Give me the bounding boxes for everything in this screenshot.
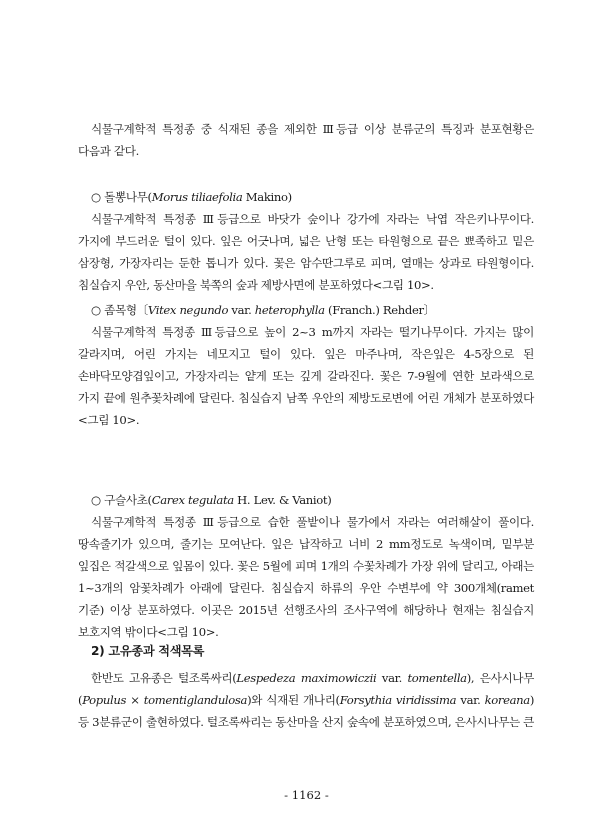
species-heading — [91, 489, 531, 511]
species-korean-name: 좀목형〔 — [104, 303, 148, 317]
species-description: 식물구계학적 특정종 Ⅲ등급으로 습한 풀밭이나 물가에서 자라는 여러해살이 풀이다. 땅속줄기가 있으며, 줄기는 모여난다. 잎은 납작하고 너비 2 mm정도로 녹색이며, 밑부분 잎집은 적갈색으로 잎몸이 있다. 꽃은 5월에 피며 1개의 수꽃차례가 가장 위에 달리고, 아래는 1~3개의 암꽃차례가 아래에 달린다. 침실습지 하류의 우안 수변부에 약 300개체(ramet 기준) 이상 분포하였다. 이곳은 2015년 선행조사의 조사구역에 해당하나 현재는 침실습지 보호지역 밖이다<그림 10>. — [78, 515, 534, 639]
species-description: 식물구계학적 특정종 Ⅲ등급으로 높이 2~3 m까지 자라는 떨기나무이다. 가지는 많이 갈라지며, 어린 가지는 네모지고 털이 있다. 잎은 마주나며, 작은잎은 4-5장으로 된 손바닥모양겹잎이고, 가장자리는 얕게 또는 깊게 갈라진다. 꽃은 7-9월에 연한 보라색으로 가지 끝에 원추꽃차례에 달린다. 침실습지 남쪽 우안의 제방도로변에 어린 개체가 분포하였다<그림 10>. — [78, 325, 534, 427]
species-authority: Makino) — [242, 190, 292, 204]
species-heading — [91, 186, 531, 208]
species-description: 식물구계학적 특정종 Ⅲ등급으로 바닷가 숲이나 강가에 자라는 낙엽 작은키나무이다. 가지에 부드러운 털이 있다. 잎은 어긋나며, 넓은 난형 또는 타원형으로 끝은 뾰족하고 밑은 삼장형, 가장자리는 둔한 톱니가 있다. 꽃은 암수딴그루로 피며, 열매는 상과로 타원형이다. 침실습지 우안, 동산마을 북쪽의 숲과 제방사면에 분포하였다<그림 10>. — [78, 212, 534, 292]
species-korean-name: 돌뽕나무( — [104, 190, 152, 204]
section-heading: 2) 고유종과 적색목록 — [91, 644, 205, 658]
circle-bullet-icon: ○ — [91, 303, 101, 317]
species-korean-name: 구슬사초( — [104, 493, 152, 507]
circle-bullet-icon: ○ — [91, 493, 101, 507]
species-var-name: heterophylla — [254, 303, 325, 317]
species-authority: (Franch.) Rehder〕 — [324, 303, 435, 317]
species-scientific-name: Carex tegulata — [151, 493, 234, 507]
species-scientific-name: Morus tiliaefolia — [151, 190, 243, 204]
species-heading — [91, 299, 531, 321]
page-number: - 1162 - — [284, 788, 329, 802]
endemic-paragraph: 한반도 고유종은 털조록싸리(Lespedeza maximowiczii var. tomentella), 은사시나무(Populus × tomentiglandulosa)와 식재된 개나리(Forsythia viridissima var. koreana) 등 3분류군이 출현하였다. 털조록싸리는 동산마을 산지 숲속에 분포하였으며, 은사시나무는 큰 — [78, 671, 535, 729]
intro-paragraph: 식물구계학적 특정종 중 식재된 종을 제외한 Ⅲ등급 이상 분류군의 특징과 분포현황은 다음과 같다. — [78, 122, 534, 158]
species-var-label: var. — [228, 303, 255, 317]
circle-bullet-icon: ○ — [91, 190, 101, 204]
species-authority: H. Lev. & Vaniot) — [233, 493, 332, 507]
species-scientific-name: Vitex negundo — [147, 303, 229, 317]
